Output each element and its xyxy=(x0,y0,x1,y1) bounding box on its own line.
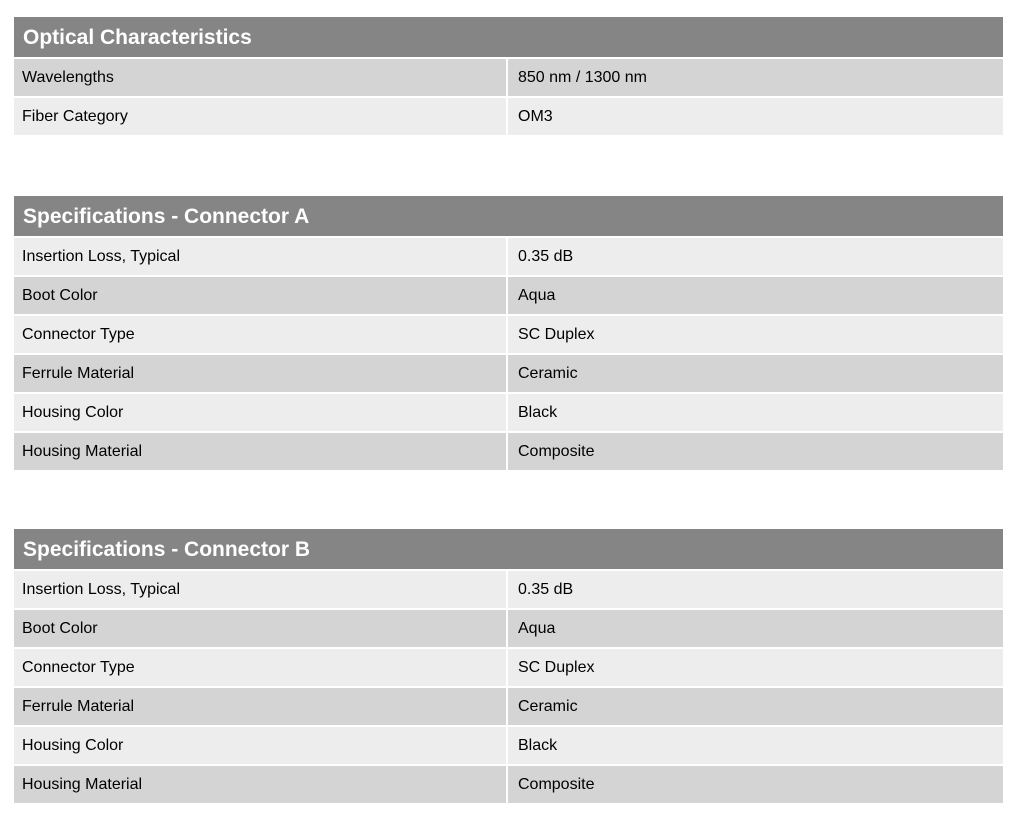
section-title: Specifications - Connector A xyxy=(14,196,1003,238)
row-label: Boot Color xyxy=(14,610,508,647)
row-value: Composite xyxy=(508,766,1003,803)
table-row xyxy=(14,610,1003,649)
row-label: Fiber Category xyxy=(14,98,508,135)
row-value: Black xyxy=(508,727,1003,764)
table-row xyxy=(14,316,1003,355)
section-title: Specifications - Connector B xyxy=(14,529,1003,571)
table-row xyxy=(14,355,1003,394)
table-row xyxy=(14,277,1003,316)
table-row xyxy=(14,59,1003,98)
connector-b-section xyxy=(14,529,1003,805)
row-value: Ceramic xyxy=(508,688,1003,725)
row-value: Composite xyxy=(508,433,1003,470)
table-row xyxy=(14,98,1003,137)
table-row xyxy=(14,766,1003,805)
row-value: Aqua xyxy=(508,610,1003,647)
row-label: Insertion Loss, Typical xyxy=(14,571,508,608)
row-label: Ferrule Material xyxy=(14,355,508,392)
table-row xyxy=(14,571,1003,610)
table-row xyxy=(14,394,1003,433)
spec-table xyxy=(14,59,1003,137)
row-label: Housing Color xyxy=(14,394,508,431)
row-value: 0.35 dB xyxy=(508,238,1003,275)
row-value: Ceramic xyxy=(508,355,1003,392)
row-label: Wavelengths xyxy=(14,59,508,96)
row-label: Insertion Loss, Typical xyxy=(14,238,508,275)
row-label: Connector Type xyxy=(14,316,508,353)
row-value: 850 nm / 1300 nm xyxy=(508,59,1003,96)
table-row xyxy=(14,238,1003,277)
spec-table xyxy=(14,571,1003,805)
row-value: Aqua xyxy=(508,277,1003,314)
table-row xyxy=(14,433,1003,472)
row-label: Housing Material xyxy=(14,766,508,803)
row-value: 0.35 dB xyxy=(508,571,1003,608)
row-label: Connector Type xyxy=(14,649,508,686)
row-label: Housing Material xyxy=(14,433,508,470)
connector-a-section xyxy=(14,196,1003,472)
spec-table xyxy=(14,238,1003,472)
row-label: Housing Color xyxy=(14,727,508,764)
row-value: OM3 xyxy=(508,98,1003,135)
table-row xyxy=(14,688,1003,727)
table-row xyxy=(14,727,1003,766)
optical-characteristics-section xyxy=(14,17,1003,137)
section-title: Optical Characteristics xyxy=(14,17,1003,59)
row-label: Boot Color xyxy=(14,277,508,314)
table-row xyxy=(14,649,1003,688)
row-value: Black xyxy=(508,394,1003,431)
row-label: Ferrule Material xyxy=(14,688,508,725)
row-value: SC Duplex xyxy=(508,649,1003,686)
row-value: SC Duplex xyxy=(508,316,1003,353)
